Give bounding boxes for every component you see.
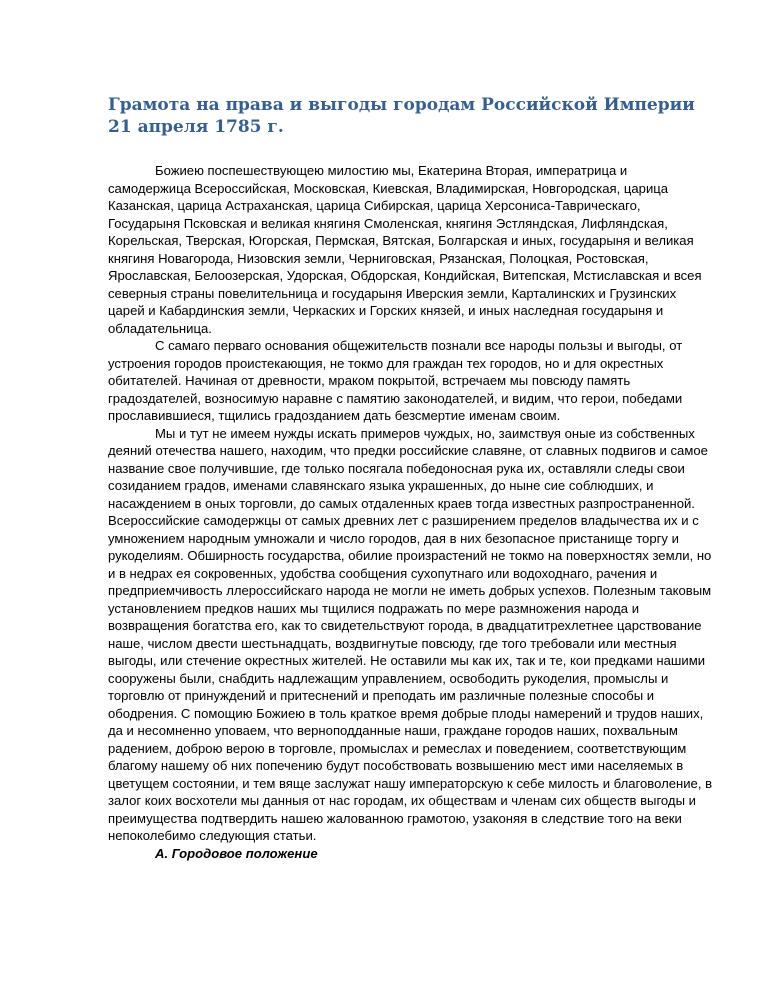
paragraph-main: Мы и тут не имеем нужды искать примеров чуждых, но, заимствуя оные из собственных деяний отечества нашего, находим, что предки российские славяне, от славных подвигов и самое название свое получившие, где только посягала победоносная рука их, оставляли следы свои созиданием градов, именами славянскаго языка украшенных, до ныне сие соблюдших, и насаждением в оных торговли, до самых отдаленных краев тогда известных разпространенной. Всероссийские самодержцы от самых древних лет с разширением пределов владычества их и с умножением народным умножали и число городов, дая в них безопасное пристанище торгу и рукоделиям. Обширность государства, обилие произрастений не токмо на поверхностях земли, но и в недрах ея сокровенных, удобства сообщения сухопутнаго или водоходнаго, рачения и предприемчивость ллероссийскаго народа не могли не иметь добрых успехов. Полезным таковым установлением предков наших мы тщилися подражать по мере размножения народа и возвращения богатства его, как то свидетельствуют города, в двадцатитрехлетнее царствование наше, числом двести шестьнадцать, воздвигнутые повсюду, где того требовали или местныя выгоды, или стечение окрестных жителей. Не оставили мы как их, так и те, кои предками нашими сооружены были, снабдить надлежащим управлением, освободить рукоделия, промыслы и торговлю от принуждений и притеснений и преподать им различные полезные способы и ободрения. С помощию Божиею в толь краткое время добрые плоды намерений и трудов наших, да и несомненно уповаем, что верноподданные наши, граждане городов наших, похвальным радением, доброю верою в торговле, промыслах и ремеслах и поведением, соответствующим благому нашему об них попечению будут пособствовать возвышению мест ими населяемых в цветущем состоянии, и тем вяще заслужат нашу императорскую к себе милость и благоволение, в залог коих восхотели мы данныя от нас городам, их обществам и членам сих обществ выгоды и преимущества подтвердить нашею жалованною грамотою, узаконяя в следствие того на веки непоколебимо следующия статьи.: [108, 425, 713, 843]
section-heading: А. Городовое положение: [155, 845, 318, 861]
document-page: [108, 94, 713, 862]
document-title: Грамота на права и выгоды городам Российской Империи 21 апреля 1785 г.: [108, 95, 695, 137]
paragraph-preamble: С самаго перваго основания общежительств познали все народы пользы и выгоды, от устроения городов проистекающия, не токмо для граждан тех городов, но и для окрестных обитателей. Начиная от древности, мраком покрытой, встречаем мы повсюду память градоздателей, возносимую наравне с памятию законодателей, и видим, что герои, победами прославившиеся, тщились градозданием дать безсмертие именам своим.: [108, 338, 683, 423]
paragraph-intro: Божиею поспешествующею милостию мы, Екатерина Вторая, императрица и самодержица Всероссийская, Московская, Киевская, Владимирская, Новгородская, царица Казанская, царица Астраханская, царица Сибирская, царица Херсониса-Таврическаго, Государыня Псковская и великая княгиня Смоленская, княгиня Эстляндская, Лифляндская, Корельская, Тверская, Югорская, Пермская, Вятская, Болгарская и иных, государыня и великая княгиня Новагорода, Низовския земли, Черниговская, Рязанская, Полоцкая, Ростовская, Ярославская, Белоозерская, Удорская, Обдорская, Кондийская, Витепская, Мстиславская и всея северныя страны повелительница и государыня Иверския земли, Карталинских и Грузинских царей и Кабардинския земли, Черкаских и Горских князей, и иных наследная государыня и обладательница.: [108, 163, 702, 336]
